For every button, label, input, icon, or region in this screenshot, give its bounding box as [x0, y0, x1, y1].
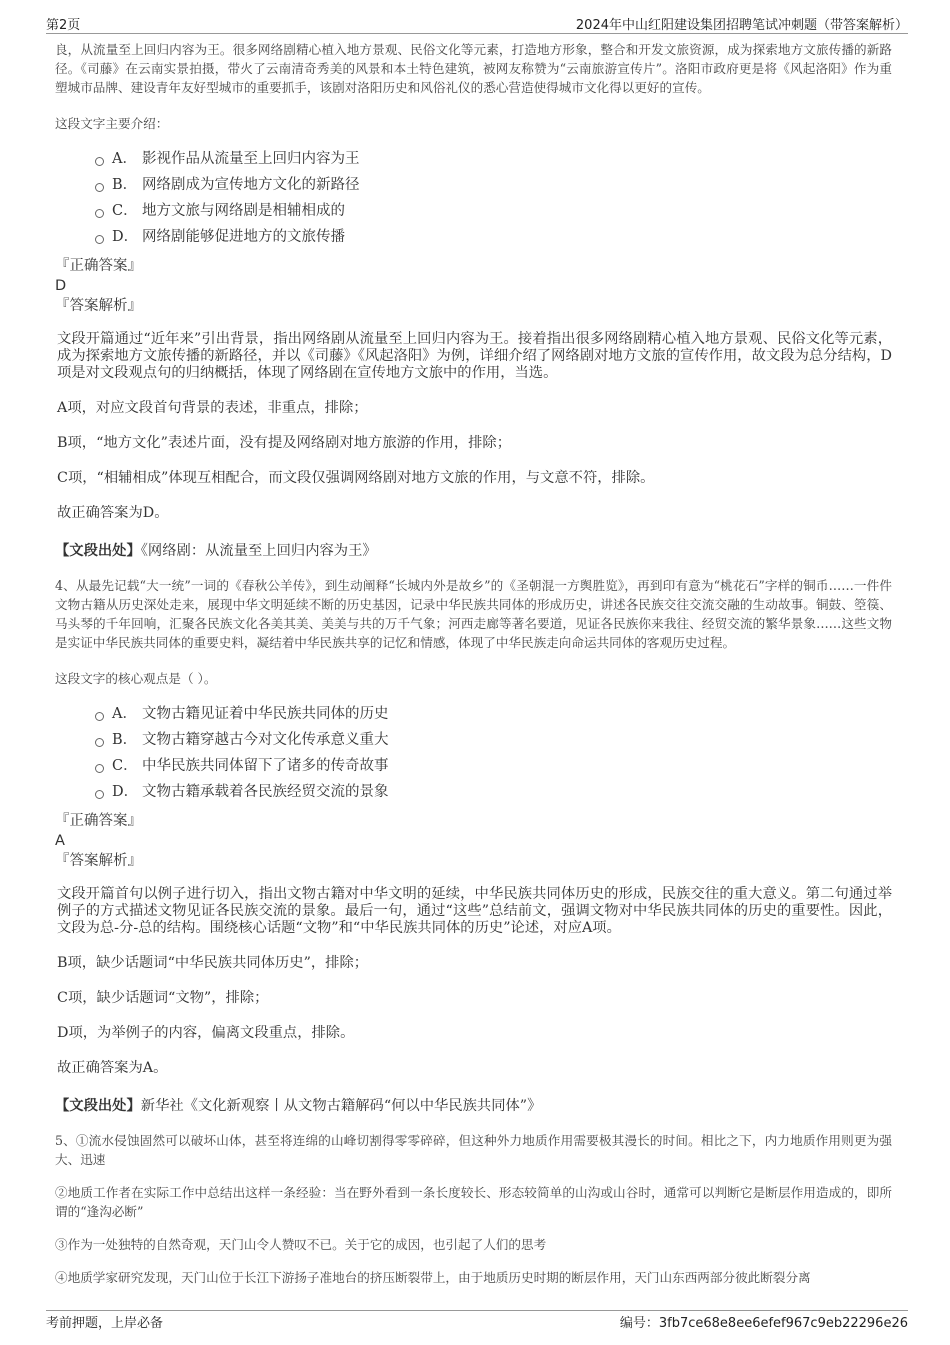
- q4-answer-label: 『正确答案』: [55, 813, 142, 829]
- q3-analysis-a: A项，对应文段首句背景的表述，非重点，排除；: [57, 400, 368, 416]
- q5-item-1: 5、①流水侵蚀固然可以破坏山体，甚至将连绵的山峰切割得零零碎碎，但这种外力地质作用需要极其漫长的时间。相比之下，内力地质作用则更为强大、迅速: [55, 1133, 892, 1167]
- q4-analysis-b: B项，缺少话题词“中华民族共同体历史”，排除；: [57, 955, 369, 971]
- q3-analysis-c: C项，“相辅相成”体现互相配合，而文段仅强调网络剧对地方文旅的作用，与文意不符，排除。: [57, 470, 655, 486]
- q4-option-c[interactable]: C． 中华民族共同体留下了诸多的传奇故事: [95, 751, 892, 777]
- q4-source: 【文段出处】新华社《文化新观察丨从文物古籍解码“何以中华民族共同体”》: [55, 1098, 542, 1114]
- q3-answer: D: [55, 278, 67, 294]
- q5-item-3: ③作为一处独特的自然奇观，天门山令人赞叹不已。关于它的成因，也引起了人们的思考: [55, 1237, 547, 1252]
- q3-analysis-b: B项，“地方文化”表述片面，没有提及网络剧对地方旅游的作用，排除；: [57, 435, 512, 451]
- footer-slogan: 考前押题，上岸必备: [46, 1316, 164, 1331]
- q3-option-a[interactable]: A． 影视作品从流量至上回归内容为王: [95, 144, 892, 170]
- document-body: [55, 40, 892, 1287]
- footer-divider: [46, 1310, 908, 1311]
- q4-analysis-main: 文段开篇首句以例子进行切入，指出文物古籍对中华文明的延续，中华民族共同体历史的形成，民族交往的重大意义。第二句通过举例子的方式描述文物见证各民族交流的景象。最后一句，通过“这些”总结前文，强调文物对中华民族共同体的历史的重要性。因此，文段为总-分-总的结构。围绕核心话题“文物”和“中华民族共同体的历史”论述，对应A项。: [57, 886, 892, 936]
- q3-analysis-label: 『答案解析』: [55, 298, 142, 314]
- q3-options: [95, 144, 892, 248]
- q4-answer: A: [55, 833, 65, 849]
- document-id: 编号：3fb7ce68e8ee6efef967c9eb22296e26: [619, 1316, 908, 1331]
- page-header: [0, 0, 950, 34]
- q4-analysis-label: 『答案解析』: [55, 853, 142, 869]
- radio-icon[interactable]: [95, 157, 104, 166]
- radio-icon[interactable]: [95, 712, 104, 721]
- q3-option-b[interactable]: B． 网络剧成为宣传地方文化的新路径: [95, 170, 892, 196]
- q4-option-b[interactable]: B． 文物古籍穿越古今对文化传承意义重大: [95, 725, 892, 751]
- q3-option-c[interactable]: C． 地方文旅与网络剧是相辅相成的: [95, 196, 892, 222]
- radio-icon[interactable]: [95, 183, 104, 192]
- page-footer: [0, 1310, 950, 1340]
- q4-option-d[interactable]: D． 文物古籍承载着各民族经贸交流的景象: [95, 777, 892, 803]
- q3-prompt: 这段文字主要介绍：: [55, 116, 169, 131]
- q4-analysis-d: D项，为举例子的内容，偏离文段重点，排除。: [57, 1025, 355, 1041]
- q3-source: 【文段出处】《网络剧：从流量至上回归内容为王》: [55, 543, 377, 559]
- page-number: 第2页: [46, 18, 81, 33]
- q4-options: [95, 699, 892, 803]
- q4-passage: 4、从最先记载“大一统”一词的《春秋公羊传》，到生动阐释“长城内外是故乡”的《圣朝混一方舆胜览》，再到印有意为“桃花石”字样的铜币……一件件文物古籍从历史深处走来，展现中华文明延续不断的历史基因，记录中华民族共同体的形成历史，讲述各民族交往交流交融的生动故事。铜鼓、箜篌、马头琴的千年回响，汇聚各民族文化各美其美、美美与共的万千气象；河西走廊等著名要道，见证各民族你来我往、经贸交流的繁华景象……这些文物是实证中华民族共同体的重要史料，凝结着中华民族共享的记忆和情感，体现了中华民族走向命运共同体的客观历史过程。: [55, 578, 892, 650]
- q4-prompt: 这段文字的核心观点是（ ）。: [55, 671, 217, 686]
- q3-analysis-main: 文段开篇通过“近年来”引出背景，指出网络剧从流量至上回归内容为王。接着指出很多网络剧精心植入地方景观、民俗文化等元素，成为探索地方文旅传播的新路径，并以《司藤》《风起洛阳》为例，详细介绍了网络剧对地方文旅的宣传作用，故文段为总分结构，D项是对文段观点句的归纳概括，体现了网络剧在宣传地方文旅中的作用，当选。: [57, 331, 892, 381]
- q3-option-d[interactable]: D． 网络剧能够促进地方的文旅传播: [95, 222, 892, 248]
- radio-icon[interactable]: [95, 235, 104, 244]
- q3-answer-label: 『正确答案』: [55, 258, 142, 274]
- q5-item-2: ②地质工作者在实际工作中总结出这样一条经验：当在野外看到一条长度较长、形态较简单的山沟或山谷时，通常可以判断它是断层作用造成的，即所谓的“逢沟必断”: [55, 1185, 892, 1219]
- q5-item-4: ④地质学家研究发现，天门山位于长江下游扬子准地台的挤压断裂带上，由于地质历史时期的断层作用，天门山东西两部分彼此断裂分离: [55, 1270, 811, 1285]
- radio-icon[interactable]: [95, 790, 104, 799]
- q3-analysis-conclusion: 故正确答案为D。: [57, 505, 169, 521]
- q4-analysis-conclusion: 故正确答案为A。: [57, 1060, 168, 1076]
- radio-icon[interactable]: [95, 209, 104, 218]
- q3-passage: 良，从流量至上回归内容为王。很多网络剧精心植入地方景观、民俗文化等元素，打造地方形象，整合和开发文旅资源，成为探索地方文旅传播的新路径。《司藤》在云南实景拍摄，带火了云南清奇秀美的风景和本土特色建筑，被网友称赞为“云南旅游宣传片”。洛阳市政府更是将《风起洛阳》作为重塑城市品牌、建设青年友好型城市的重要抓手，该剧对洛阳历史和风俗礼仪的悉心营造使得城市文化得以更好的宣传。: [55, 42, 892, 95]
- q4-analysis-c: C项，缺少话题词“文物”，排除；: [57, 990, 269, 1006]
- radio-icon[interactable]: [95, 764, 104, 773]
- q4-option-a[interactable]: A． 文物古籍见证着中华民族共同体的历史: [95, 699, 892, 725]
- radio-icon[interactable]: [95, 738, 104, 747]
- header-divider: [46, 33, 908, 34]
- document-title: 2024年中山红阳建设集团招聘笔试冲刺题（带答案解析）: [575, 18, 908, 33]
